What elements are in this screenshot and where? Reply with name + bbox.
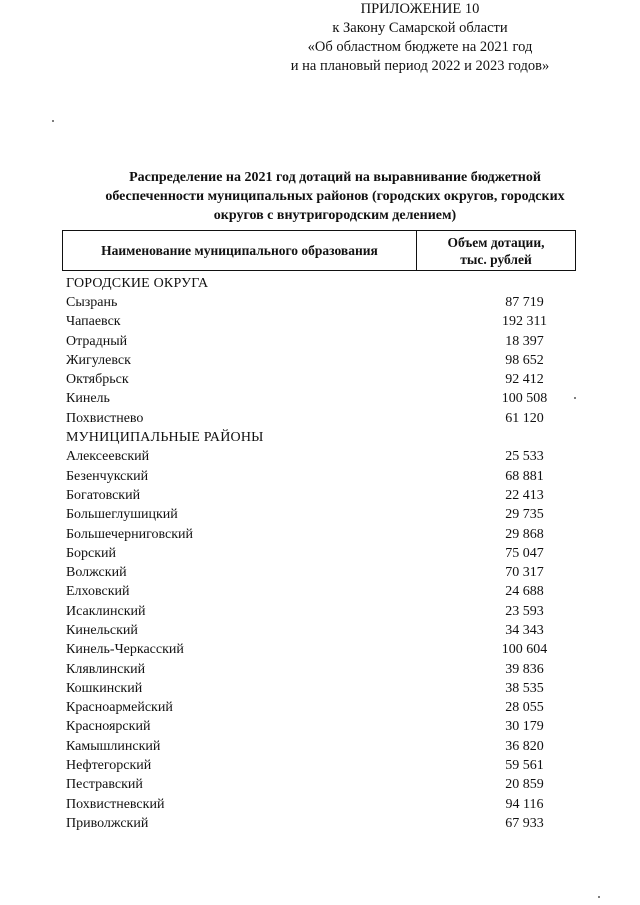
table-row [66, 486, 576, 505]
table-row [66, 795, 576, 814]
appendix-law-reference: к Закону Самарской области [332, 20, 508, 36]
municipality-name: Борский [66, 545, 117, 561]
table-row [66, 602, 576, 621]
municipality-name: Похвистнево [66, 410, 144, 426]
subsidy-amount: 61 120 [505, 410, 544, 426]
column-header-name: Наименование муниципального образования [63, 231, 417, 270]
subsidy-amount: 29 735 [505, 507, 544, 523]
subsidy-amount: 34 343 [505, 622, 544, 638]
subsidy-amount: 75 047 [505, 545, 544, 561]
table-row [66, 313, 576, 332]
title-line-3: округов с внутригородским делением) [213, 208, 457, 223]
municipality-name: Похвистневский [66, 796, 165, 812]
table-row [66, 756, 576, 775]
section-header-row [66, 274, 576, 293]
table-row [66, 641, 576, 660]
municipality-name: Елховский [66, 584, 130, 600]
municipality-name: Приволжский [66, 815, 149, 831]
municipality-name: Нефтегорский [66, 758, 152, 774]
subsidy-amount: 100 604 [501, 642, 548, 658]
title-line-1: Распределение на 2021 год дотаций на выравнивание бюджетной [129, 170, 541, 185]
subsidy-amount: 70 317 [505, 565, 544, 581]
municipality-name: Большеглушицкий [66, 507, 178, 523]
municipality-name: Отрадный [66, 333, 128, 349]
section-header-row [66, 428, 576, 447]
table-row [66, 390, 576, 409]
table-row [66, 332, 576, 351]
column-header-amount [417, 231, 575, 270]
subsidy-amount: 87 719 [505, 294, 544, 310]
subsidy-amount: 25 533 [505, 449, 544, 465]
subsidy-amount: 36 820 [505, 738, 544, 754]
table-row [66, 467, 576, 486]
appendix-law-period: и на плановый период 2022 и 2023 годов» [290, 58, 550, 74]
subsidy-amount: 24 688 [505, 584, 544, 600]
municipality-name: Исаклинский [66, 603, 146, 619]
table-row [66, 699, 576, 718]
subsidy-amount: 28 055 [505, 700, 544, 716]
municipality-name: Камышлинский [66, 738, 161, 754]
municipality-name: Кошкинский [66, 680, 143, 696]
subsidy-amount: 18 397 [505, 333, 544, 349]
subsidy-amount: 23 593 [505, 603, 544, 619]
municipality-name: Сызрань [66, 294, 118, 310]
municipality-name: Богатовский [66, 487, 141, 503]
subsidy-amount: 98 652 [505, 352, 544, 368]
subsidy-amount: 22 413 [505, 487, 544, 503]
subsidy-amount: 100 508 [501, 391, 548, 407]
municipality-name: Красноармейский [66, 700, 173, 716]
subsidy-amount: 59 561 [505, 758, 544, 774]
table-body [66, 274, 576, 834]
table-row [66, 737, 576, 756]
table-row [66, 409, 576, 428]
column-header-amount-line1: Объем дотации, [447, 234, 545, 250]
subsidy-amount: 68 881 [505, 468, 544, 484]
subsidy-amount: 92 412 [505, 372, 544, 388]
table-row [66, 370, 576, 389]
appendix-number: ПРИЛОЖЕНИЕ 10 [360, 1, 480, 17]
municipality-name: Кинель-Черкасский [66, 642, 184, 658]
table-row [66, 814, 576, 833]
municipality-name: Кинель [66, 391, 110, 407]
subsidy-amount: 20 859 [505, 777, 544, 793]
subsidy-amount: 67 933 [505, 815, 544, 831]
table-row [66, 679, 576, 698]
table-row [66, 621, 576, 640]
municipality-name: Жигулевск [66, 352, 131, 368]
scan-speck [52, 120, 54, 122]
municipality-name: Волжский [66, 565, 127, 581]
subsidy-amount: 39 836 [505, 661, 544, 677]
subsidy-amount: 192 311 [502, 314, 547, 330]
municipality-name: Чапаевск [66, 314, 121, 330]
municipality-name: Клявлинский [66, 661, 146, 677]
table-row [66, 660, 576, 679]
table-row [66, 563, 576, 582]
column-header-amount-line2: тыс. рублей [460, 251, 532, 267]
document-title [60, 168, 610, 225]
scan-speck [598, 896, 600, 898]
municipality-name: Красноярский [66, 719, 151, 735]
table-row [66, 718, 576, 737]
table-row [66, 351, 576, 370]
table-row [66, 448, 576, 467]
subsidy-amount: 29 868 [505, 526, 544, 542]
section-header-label: МУНИЦИПАЛЬНЫЕ РАЙОНЫ [66, 430, 264, 446]
table-row [66, 544, 576, 563]
subsidy-amount: 38 535 [505, 680, 544, 696]
section-header-label: ГОРОДСКИЕ ОКРУГА [66, 275, 209, 291]
municipality-name: Алексеевский [66, 449, 150, 465]
appendix-law-title: «Об областном бюджете на 2021 год [307, 39, 533, 55]
municipality-name: Пестравский [66, 777, 143, 793]
municipality-name: Кинельский [66, 622, 138, 638]
municipality-name: Октябрьск [66, 372, 129, 388]
table-row [66, 776, 576, 795]
subsidy-amount: 94 116 [505, 796, 544, 812]
title-line-2: обеспеченности муниципальных районов (городских округов, городских [105, 189, 565, 204]
municipality-name: Большечерниговский [66, 526, 194, 542]
table-header [62, 230, 576, 271]
municipality-name: Безенчукский [66, 468, 149, 484]
subsidy-amount: 30 179 [505, 719, 544, 735]
table-row [66, 506, 576, 525]
table-row [66, 525, 576, 544]
scan-speck [574, 397, 576, 399]
table-row [66, 293, 576, 312]
table-row [66, 583, 576, 602]
